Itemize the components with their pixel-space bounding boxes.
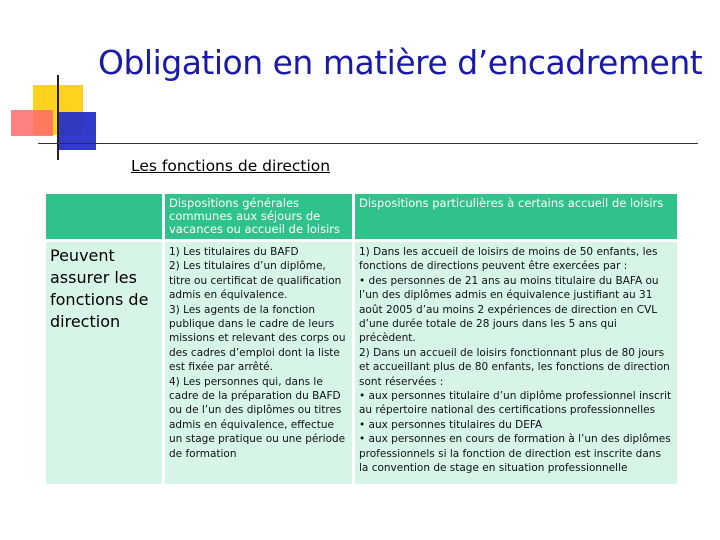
header-general: Dispositions générales communes aux séjours de vacances ou accueil de loisirs [165, 194, 352, 239]
cell-specific: 1) Dans les accueil de loisirs de moins de 50 enfants, les fonctions de directions peuvent être exercées par : • des personnes de 21 ans au moins titulaire du BAFA ou l’un des diplômes admis en équivalence justifiant au 31 août 2005 d’au moins 2 expériences de direction en CVL d’une durée totale de 28 jours dans les 5 ans qui précèdent. 2) Dans un accueil de loisirs fonctionnant plus de 80 jours et accueillant plus de 80 enfants, les fonctions de direction sont réservées : • aux personnes titulaire d’un diplôme professionnel inscrit au répertoire national des certifications professionnelles • aux personnes titulaires du DEFA • aux personnes en cours de formation à l’un des diplômes professionnels si la fonction de direction est inscrite dans la convention de stage en situation professionnelle [355, 242, 677, 484]
cell-general: 1) Les titulaires du BAFD 2) Les titulaires d’un diplôme, titre ou certificat de qualification admis en équivalence. 3) Les agents de la fonction publique dans le cadre de leurs missions et relevant des corps ou des cadres d’emploi dont la liste est fixée par arrêté. 4) Les personnes qui, dans le cadre de la préparation du BAFD ou de l’un des diplômes ou titres admis en équivalence, effectue un stage pratique ou une période de formation [165, 242, 352, 484]
table-header-row [46, 194, 677, 239]
decor-vertical-line [57, 75, 59, 160]
row-label: Peuvent assurer les fonctions de direction [46, 242, 162, 484]
direction-table [43, 191, 680, 487]
slide-title: Obligation en matière d’encadrement [98, 43, 703, 82]
table-corner-cell [46, 194, 162, 239]
decor-red-square [11, 110, 53, 136]
slide-subtitle: Les fonctions de direction [131, 157, 331, 175]
title-divider [38, 143, 698, 144]
table-row [46, 242, 677, 484]
decor-blue-square [58, 112, 96, 150]
header-specific: Dispositions particulières à certains accueil de loisirs [355, 194, 677, 239]
